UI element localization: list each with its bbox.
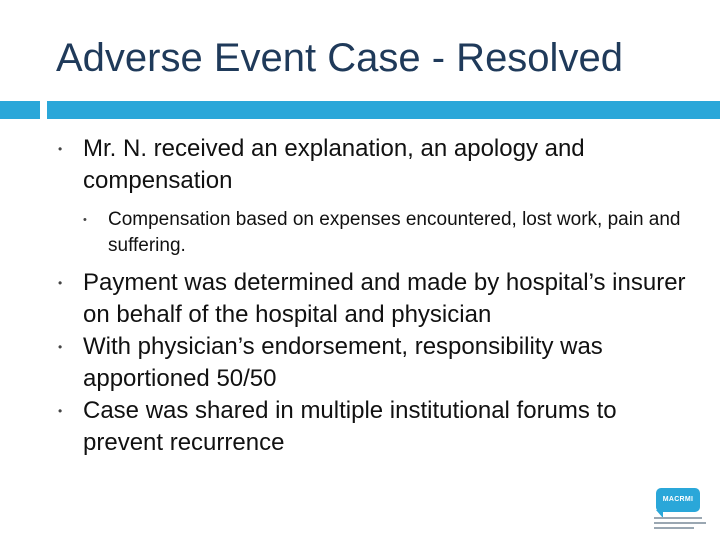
bullet-text: With physician’s endorsement, responsibility was apportioned 50/50 bbox=[83, 333, 603, 392]
bullet-text: Case was shared in multiple institutional forums to prevent recurrence bbox=[83, 397, 617, 456]
sub-bullet-item bbox=[83, 207, 698, 259]
slide-title: Adverse Event Case - Resolved bbox=[56, 36, 623, 80]
bullet-item bbox=[58, 395, 698, 459]
bullet-item bbox=[58, 133, 698, 259]
macrmi-logo bbox=[642, 488, 714, 534]
bullet-item bbox=[58, 267, 698, 331]
logo-bubble: MACRMI bbox=[656, 488, 700, 512]
sub-bullet-list bbox=[83, 207, 698, 259]
bullet-text: Mr. N. received an explanation, an apology and compensation bbox=[83, 135, 585, 194]
logo-tagline-line bbox=[654, 517, 702, 519]
sub-bullet-text: Compensation based on expenses encountered, lost work, pain and suffering. bbox=[108, 209, 681, 256]
bullet-list bbox=[58, 133, 698, 459]
logo-tagline-line bbox=[654, 522, 706, 524]
logo-tagline-line bbox=[654, 527, 694, 529]
bullet-text: Payment was determined and made by hospital’s insurer on behalf of the hospital and physician bbox=[83, 269, 686, 328]
bullet-item bbox=[58, 331, 698, 395]
title-divider-right bbox=[47, 101, 720, 119]
title-divider-left bbox=[0, 101, 40, 119]
